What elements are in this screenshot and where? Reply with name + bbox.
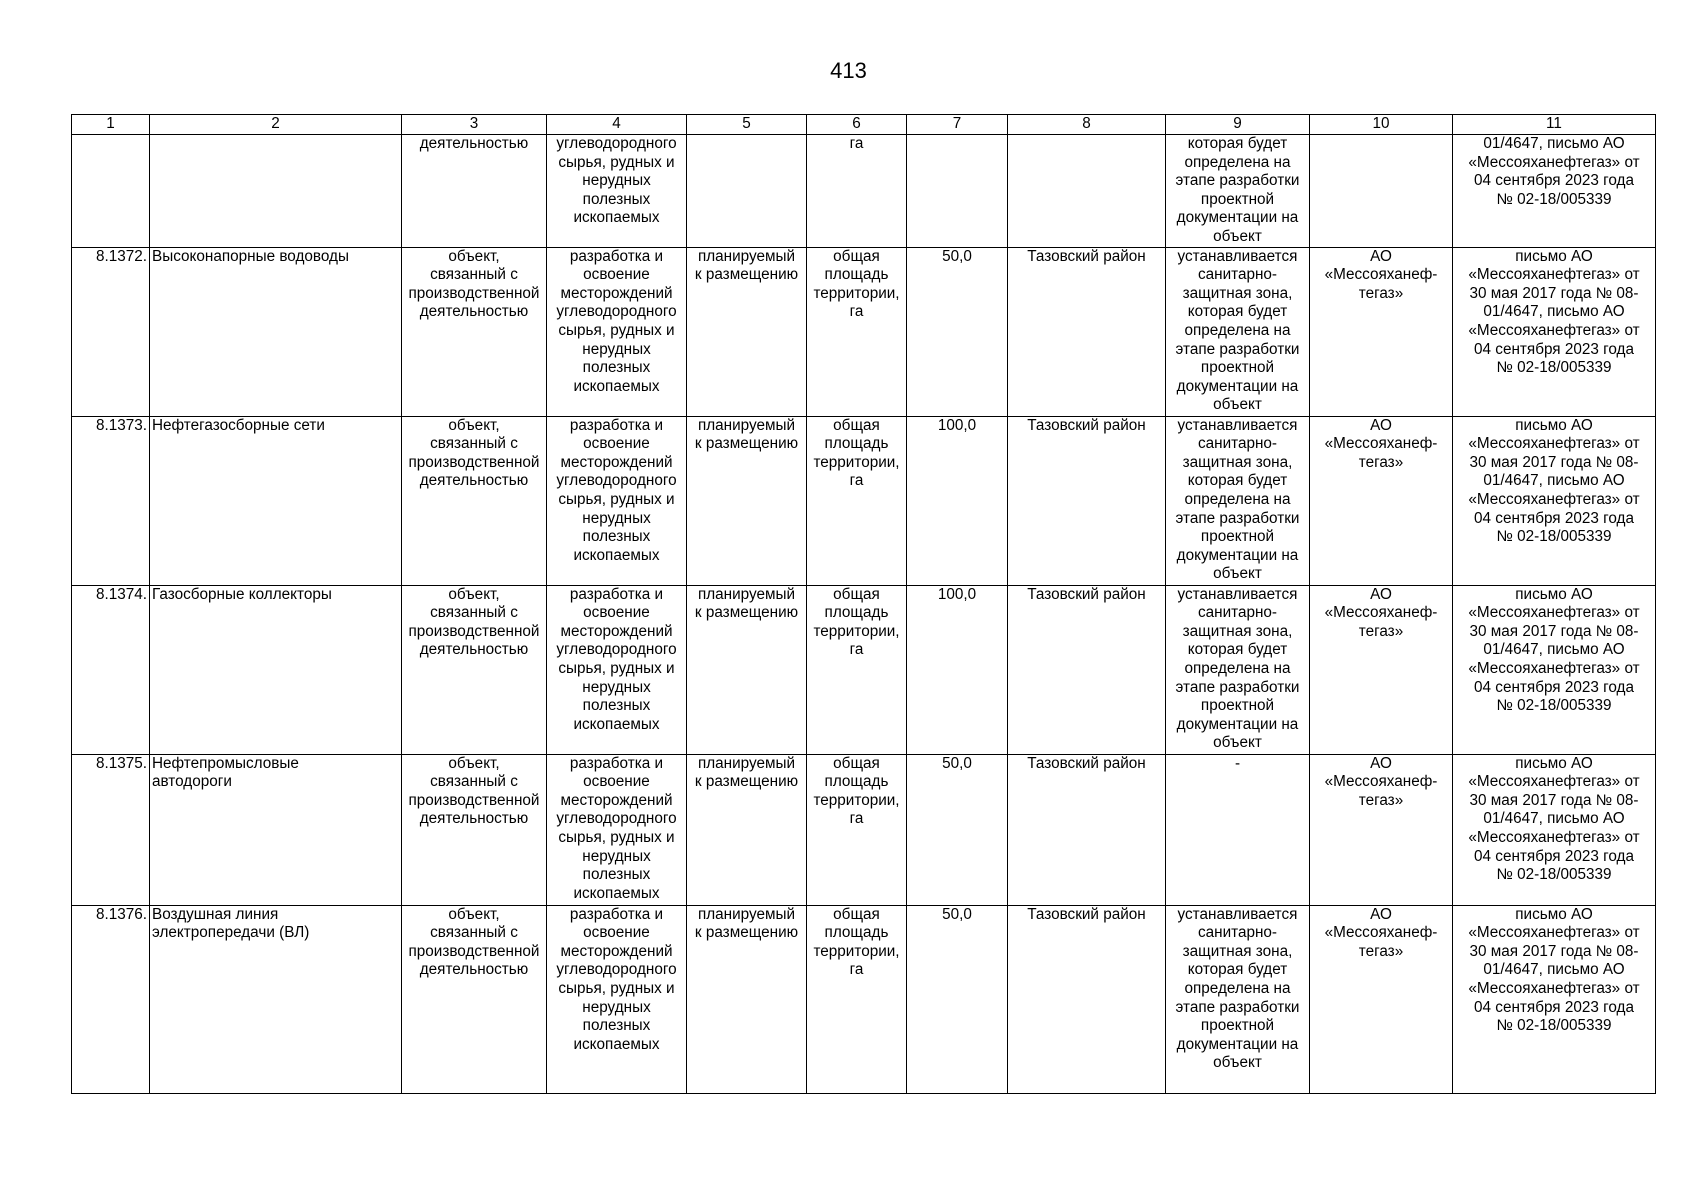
table-cell-basis: письмо АО «Мессояханефтегаз» от 30 мая 2017 года № 08- 01/4647, письмо АО «Мессояханефтегаз» от 04 сентября 2023 года № 02-18/005339 — [1453, 585, 1656, 754]
table-cell-name: Нефтегазосборные сети — [150, 416, 402, 585]
header-cell: 7 — [907, 115, 1008, 135]
table-cell-owner: АО «Мессояханеф- тегаз» — [1310, 585, 1453, 754]
table-cell-name: Высоконапорные водоводы — [150, 247, 402, 416]
table-cell-value: 50,0 — [907, 247, 1008, 416]
table-cell-num: 8.1374. — [72, 585, 150, 754]
page-number: 413 — [830, 58, 867, 83]
table-cell-basis: письмо АО «Мессояханефтегаз» от 30 мая 2017 года № 08- 01/4647, письмо АО «Мессояханефтегаз» от 04 сентября 2023 года № 02-18/005339 — [1453, 754, 1656, 905]
table-cell-name: Нефтепромысловые автодороги — [150, 754, 402, 905]
table-row — [72, 247, 1656, 416]
table-cell-status: планируемый к размещению — [687, 247, 807, 416]
continuation-row — [72, 135, 1656, 248]
table-row — [72, 585, 1656, 754]
table-cell-activity: разработка и освоение месторождений углеводородного сырья, рудных и нерудных полезных ископаемых — [547, 905, 687, 1093]
table-cell — [1310, 135, 1453, 248]
header-cell: 6 — [807, 115, 907, 135]
table-cell — [907, 135, 1008, 248]
table-cell-status: планируемый к размещению — [687, 905, 807, 1093]
table-cell: 01/4647, письмо АО «Мессояханефтегаз» от 04 сентября 2023 года № 02-18/005339 — [1453, 135, 1656, 248]
table-cell-purpose: объект, связанный с производственной деятельностью — [402, 416, 547, 585]
table-cell — [72, 135, 150, 248]
table-cell-purpose: объект, связанный с производственной деятельностью — [402, 754, 547, 905]
table-cell-basis: письмо АО «Мессояханефтегаз» от 30 мая 2017 года № 08- 01/4647, письмо АО «Мессояханефтегаз» от 04 сентября 2023 года № 02-18/005339 — [1453, 416, 1656, 585]
header-cell: 8 — [1008, 115, 1166, 135]
table-cell-status: планируемый к размещению — [687, 754, 807, 905]
table-cell-activity: разработка и освоение месторождений углеводородного сырья, рудных и нерудных полезных ископаемых — [547, 585, 687, 754]
table-cell: деятельностью — [402, 135, 547, 248]
table-cell: которая будет определена на этапе разработки проектной документации на объект — [1166, 135, 1310, 248]
table-cell-activity: разработка и освоение месторождений углеводородного сырья, рудных и нерудных полезных ископаемых — [547, 416, 687, 585]
table-header-row — [72, 115, 1656, 135]
table-cell-num: 8.1376. — [72, 905, 150, 1093]
table-row — [72, 754, 1656, 905]
table-cell-characteristic: общая площадь территории, га — [807, 247, 907, 416]
table-cell-name: Воздушная линия электропередачи (ВЛ) — [150, 905, 402, 1093]
table-cell-characteristic: общая площадь территории, га — [807, 905, 907, 1093]
table-cell-location: Тазовский район — [1008, 905, 1166, 1093]
table-cell-activity: разработка и освоение месторождений углеводородного сырья, рудных и нерудных полезных ископаемых — [547, 247, 687, 416]
table-cell-characteristic: общая площадь территории, га — [807, 416, 907, 585]
table-cell-owner: АО «Мессояханеф- тегаз» — [1310, 905, 1453, 1093]
table-cell-location: Тазовский район — [1008, 754, 1166, 905]
table-cell-zone: устанавливается санитарно- защитная зона, которая будет определена на этапе разработки проектной документации на объект — [1166, 416, 1310, 585]
table-cell-value: 50,0 — [907, 905, 1008, 1093]
objects-table — [71, 114, 1656, 1094]
table-cell-num: 8.1373. — [72, 416, 150, 585]
table-cell-owner: АО «Мессояханеф- тегаз» — [1310, 754, 1453, 905]
table-cell-zone: устанавливается санитарно- защитная зона, которая будет определена на этапе разработки проектной документации на объект — [1166, 905, 1310, 1093]
header-cell: 5 — [687, 115, 807, 135]
table-cell-status: планируемый к размещению — [687, 585, 807, 754]
table-cell-num: 8.1372. — [72, 247, 150, 416]
table-row — [72, 416, 1656, 585]
header-cell: 2 — [150, 115, 402, 135]
table-cell-value: 100,0 — [907, 416, 1008, 585]
table-cell-activity: разработка и освоение месторождений углеводородного сырья, рудных и нерудных полезных ископаемых — [547, 754, 687, 905]
header-cell: 11 — [1453, 115, 1656, 135]
table-cell-purpose: объект, связанный с производственной деятельностью — [402, 585, 547, 754]
header-cell: 3 — [402, 115, 547, 135]
table-cell-status: планируемый к размещению — [687, 416, 807, 585]
table-cell-characteristic: общая площадь территории, га — [807, 585, 907, 754]
table-cell-location: Тазовский район — [1008, 416, 1166, 585]
table-cell-basis: письмо АО «Мессояханефтегаз» от 30 мая 2017 года № 08- 01/4647, письмо АО «Мессояханефтегаз» от 04 сентября 2023 года № 02-18/005339 — [1453, 247, 1656, 416]
table-cell-zone: - — [1166, 754, 1310, 905]
header-cell: 4 — [547, 115, 687, 135]
table-cell-purpose: объект, связанный с производственной деятельностью — [402, 905, 547, 1093]
table-cell-value: 50,0 — [907, 754, 1008, 905]
table-cell: углеводородного сырья, рудных и нерудных полезных ископаемых — [547, 135, 687, 248]
table-cell — [150, 135, 402, 248]
table-cell-purpose: объект, связанный с производственной деятельностью — [402, 247, 547, 416]
table-row — [72, 905, 1656, 1093]
table-cell-characteristic: общая площадь территории, га — [807, 754, 907, 905]
table-cell — [1008, 135, 1166, 248]
header-cell: 9 — [1166, 115, 1310, 135]
table-cell — [687, 135, 807, 248]
table-cell-owner: АО «Мессояханеф- тегаз» — [1310, 247, 1453, 416]
table-cell-value: 100,0 — [907, 585, 1008, 754]
table-cell: га — [807, 135, 907, 248]
table-cell-basis: письмо АО «Мессояханефтегаз» от 30 мая 2017 года № 08- 01/4647, письмо АО «Мессояханефтегаз» от 04 сентября 2023 года № 02-18/005339 — [1453, 905, 1656, 1093]
table-cell-zone: устанавливается санитарно- защитная зона, которая будет определена на этапе разработки проектной документации на объект — [1166, 585, 1310, 754]
table-cell-name: Газосборные коллекторы — [150, 585, 402, 754]
header-cell: 10 — [1310, 115, 1453, 135]
table-cell-location: Тазовский район — [1008, 585, 1166, 754]
table-cell-zone: устанавливается санитарно- защитная зона, которая будет определена на этапе разработки проектной документации на объект — [1166, 247, 1310, 416]
table-cell-owner: АО «Мессояханеф- тегаз» — [1310, 416, 1453, 585]
header-cell: 1 — [72, 115, 150, 135]
table-cell-location: Тазовский район — [1008, 247, 1166, 416]
table-cell-num: 8.1375. — [72, 754, 150, 905]
